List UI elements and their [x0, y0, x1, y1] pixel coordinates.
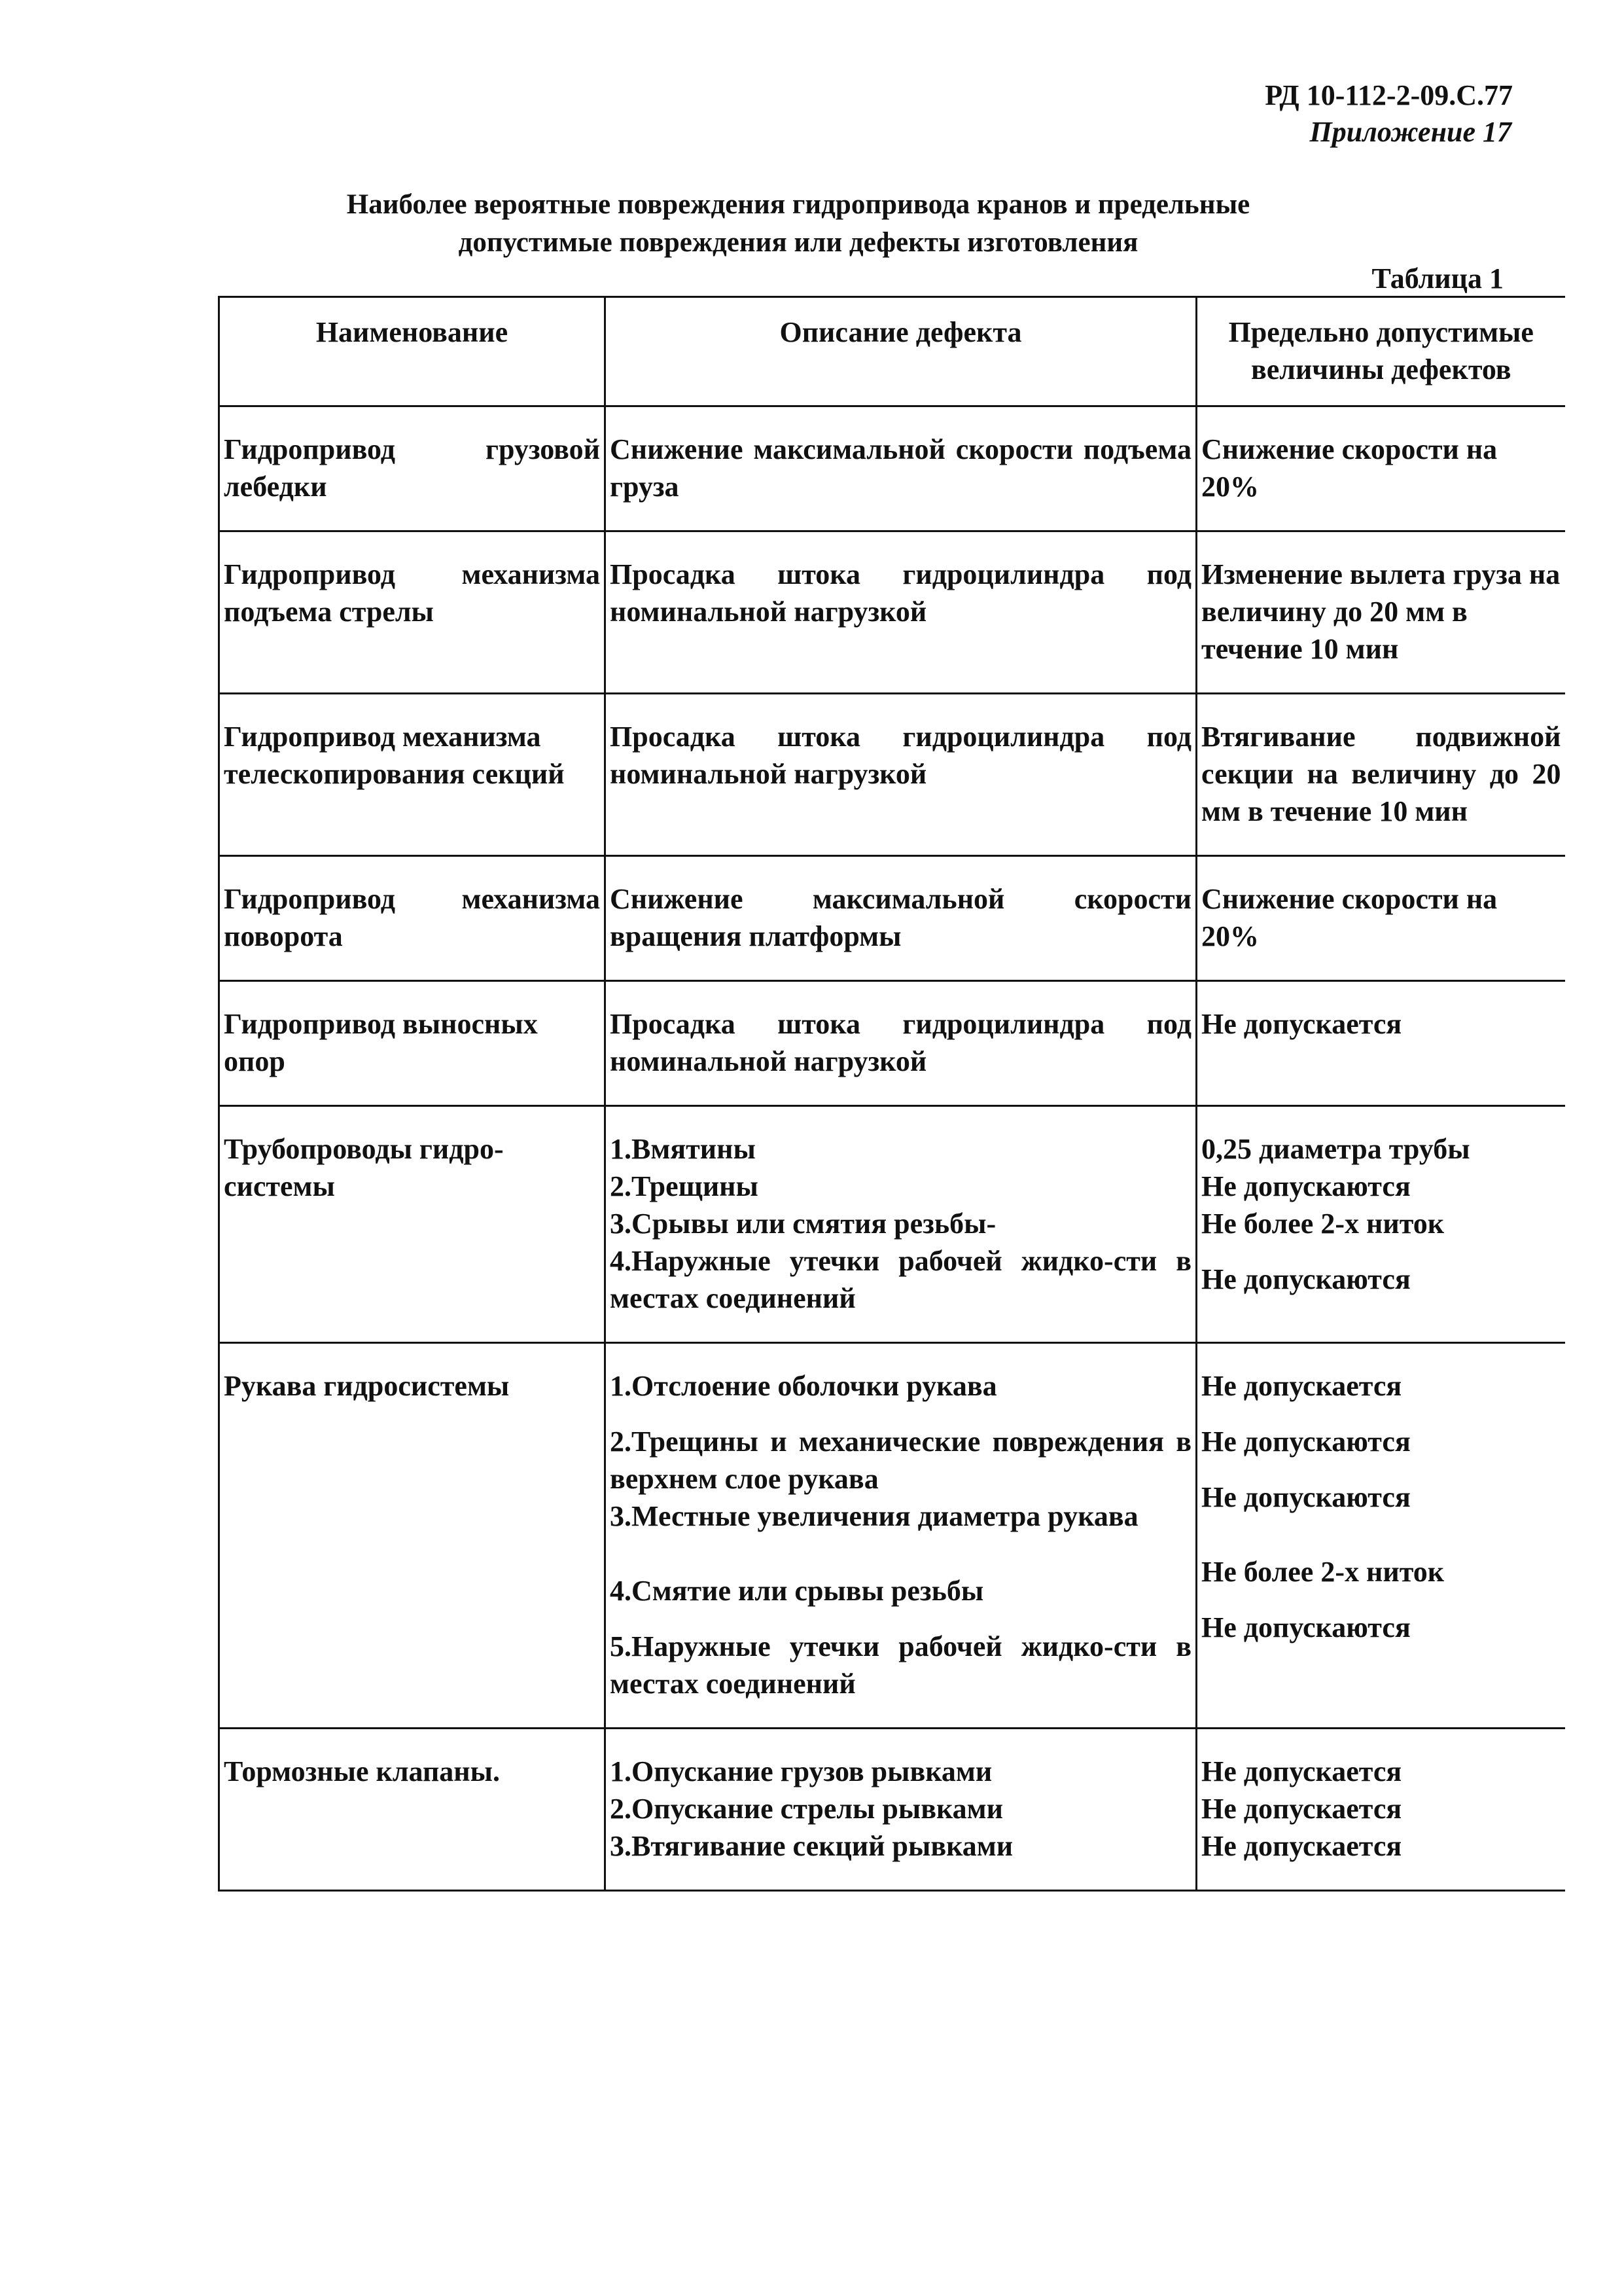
- list-item: Не допускаются: [1201, 1170, 1411, 1202]
- list-item: Не допускаются: [1201, 1426, 1411, 1458]
- title-line-2: допустимые повреждения или дефекты изготовления: [458, 227, 1139, 258]
- row-description-list: [605, 1729, 1197, 1891]
- row-description: Просадка штока гидроцилиндра под номинальной нагрузкой: [605, 981, 1197, 1106]
- header-name: Наименование: [219, 297, 605, 406]
- list-item: 1.Вмятины: [610, 1133, 756, 1165]
- row-name: Гидропривод грузовой лебедки: [219, 406, 605, 531]
- spacer: [1201, 1590, 1561, 1609]
- table-row: [219, 531, 1565, 694]
- row-description: Снижение максимальной скорости подъема груза: [605, 406, 1197, 531]
- table-row: [219, 1343, 1565, 1729]
- spacer: [1201, 1460, 1561, 1479]
- header-limits: Предельно допустимые величины дефектов: [1197, 297, 1565, 406]
- list-item: 3.Срывы или смятия резьбы-: [610, 1208, 997, 1240]
- table-row: [219, 694, 1565, 856]
- row-description: Просадка штока гидроцилиндра под номинальной нагрузкой: [605, 531, 1197, 694]
- list-item: 1.Отслоение оболочки рукава: [610, 1370, 997, 1402]
- row-name: Тормозные клапаны.: [219, 1729, 605, 1891]
- row-limit: Втягивание подвижной секции на величину до 20 мм в течение 10 мин: [1197, 694, 1565, 856]
- row-description-list: [605, 1343, 1197, 1729]
- spacer: [610, 1535, 1192, 1572]
- list-item: Не допускаются: [1201, 1263, 1411, 1295]
- row-name: Гидропривод механизма телескопирования секций: [219, 694, 605, 856]
- list-item: 2.Трещины: [610, 1170, 758, 1202]
- table-header-row: [219, 297, 1565, 406]
- row-limit: Изменение вылета груза на величину до 20 мм в течение 10 мин: [1197, 531, 1565, 694]
- row-description-list: [605, 1106, 1197, 1343]
- list-item: Не допускается: [1201, 1755, 1402, 1787]
- list-item: Не более 2-х ниток: [1201, 1556, 1445, 1588]
- list-item: 4.Наружные утечки рабочей жидко-сти в местах соединений: [610, 1245, 1192, 1314]
- row-limit-list: [1197, 1343, 1565, 1729]
- list-item: 4.Смятие или срывы резьбы: [610, 1575, 984, 1607]
- list-item: Не допускается: [1201, 1370, 1402, 1402]
- list-item: 3.Местные увеличения диаметра рукава: [610, 1500, 1139, 1532]
- list-item: Не допускается: [1201, 1830, 1402, 1862]
- table-row: [219, 1729, 1565, 1891]
- title-line-1: Наиболее вероятные повреждения гидропривода кранов и предельные: [346, 189, 1250, 220]
- appendix-label: Приложение 17: [1309, 116, 1511, 148]
- row-description: Снижение максимальной скорости вращения платформы: [605, 856, 1197, 981]
- spacer: [610, 1609, 1192, 1628]
- table-row: [219, 856, 1565, 981]
- page-title: [236, 186, 1361, 262]
- row-limit: Снижение скорости на 20%: [1197, 856, 1565, 981]
- row-name: Гидропривод выносных опор: [219, 981, 605, 1106]
- table-number: Таблица 1: [1371, 262, 1504, 295]
- list-item: 0,25 диаметра трубы: [1201, 1133, 1470, 1165]
- document-code: РД 10-112-2-09.С.77: [1265, 79, 1513, 111]
- row-limit-list: [1197, 1106, 1565, 1343]
- row-description: Просадка штока гидроцилиндра под номинальной нагрузкой: [605, 694, 1197, 856]
- header-description: Описание дефекта: [605, 297, 1197, 406]
- list-item: Не допускается: [1201, 1793, 1402, 1825]
- spacer: [1201, 1405, 1561, 1423]
- list-item: Не допускаются: [1201, 1611, 1411, 1643]
- table-row: [219, 981, 1565, 1106]
- list-item: Не более 2-х ниток: [1201, 1208, 1445, 1240]
- row-limit: Снижение скорости на 20%: [1197, 406, 1565, 531]
- row-limit: Не допускается: [1197, 981, 1565, 1106]
- spacer: [1201, 1516, 1561, 1553]
- row-limit-list: [1197, 1729, 1565, 1891]
- list-item: 2.Трещины и механические повреждения в верхнем слое рукава: [610, 1426, 1192, 1495]
- list-item: Не допускаются: [1201, 1481, 1411, 1513]
- row-name: Гидропривод механизма поворота: [219, 856, 605, 981]
- table-row: [219, 1106, 1565, 1343]
- list-item: 1.Опускание грузов рывками: [610, 1755, 993, 1787]
- row-name: Трубопроводы гидро-системы: [219, 1106, 605, 1343]
- table-row: [219, 406, 1565, 531]
- list-item: 2.Опускание стрелы рывками: [610, 1793, 1003, 1825]
- row-name: Гидропривод механизма подъема стрелы: [219, 531, 605, 694]
- defects-table: [218, 296, 1565, 1892]
- spacer: [610, 1405, 1192, 1423]
- spacer: [1201, 1242, 1561, 1261]
- row-name: Рукава гидросистемы: [219, 1343, 605, 1729]
- list-item: 5.Наружные утечки рабочей жидко-сти в местах соединений: [610, 1630, 1192, 1700]
- list-item: 3.Втягивание секций рывками: [610, 1830, 1014, 1862]
